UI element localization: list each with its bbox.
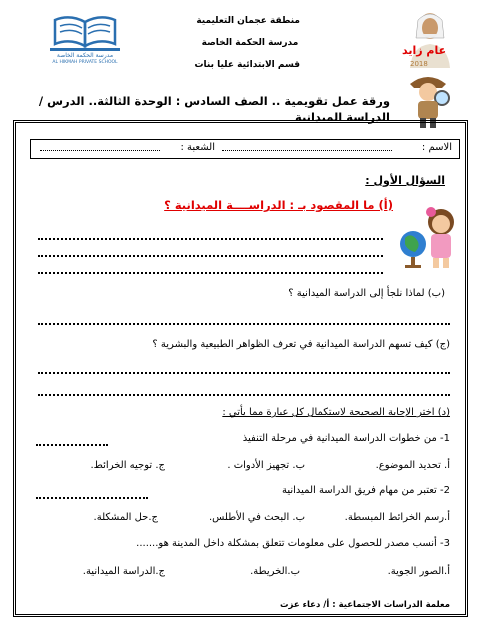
year-of-zayed-emblem xyxy=(400,8,460,72)
answer-line-a2[interactable] xyxy=(38,255,383,257)
answer-line-c2[interactable] xyxy=(38,394,450,396)
header-school: مدرسة الحكمة الخاصة xyxy=(201,38,299,48)
book-logo-icon xyxy=(40,14,130,54)
mcq-3-option-a[interactable]: أ.الصور الجوية. xyxy=(387,566,450,577)
teacher-signature: معلمة الدراسات الاجتماعية : أ/ دعاء عزت xyxy=(280,600,450,610)
emblem-year-text: 2018 xyxy=(410,60,428,68)
name-label: الاسم : xyxy=(421,142,452,153)
zayed-portrait-icon xyxy=(400,8,460,72)
question-1-heading: السؤال الأول : xyxy=(365,174,445,187)
mcq-2-option-b[interactable]: ب. البحث في الأطلس. xyxy=(208,512,305,523)
class-field[interactable] xyxy=(40,150,160,151)
name-field[interactable] xyxy=(222,150,392,151)
question-c: (ج) كيف تسهم الدراسة الميدانية في تعرف الظواهر الطبيعية والبشرية ؟ xyxy=(152,339,450,350)
answer-line-c1[interactable] xyxy=(38,372,450,374)
answer-line-a1[interactable] xyxy=(38,238,383,240)
answer-line-b1[interactable] xyxy=(38,323,450,325)
mcq-1-stem: 1- من خطوات الدراسة الميدانية في مرحلة التنفيذ xyxy=(242,433,450,444)
question-d: (د) اختر الإجابة الصحيحة لاستكمال كل عبارة مما يأتي : xyxy=(222,407,450,418)
mcq-1-blank[interactable] xyxy=(36,444,108,446)
answer-line-a3[interactable] xyxy=(38,272,383,274)
mcq-3-stem: 3- أنسب مصدر للحصول على معلومات تتعلق بمشكلة داخل المدينة هو....... xyxy=(136,538,450,549)
mcq-2-stem: 2- تعتبر من مهام فريق الدراسة الميدانية xyxy=(281,485,450,496)
logo-english-text: AL HIKMAH PRIVATE SCHOOL xyxy=(52,60,118,65)
mcq-3-option-b[interactable]: ب.الخريطة. xyxy=(250,566,300,577)
worksheet-title: ورقة عمل تقويمية .. الصف السادس : الوحدة الثالثة.. الدرس / xyxy=(38,94,390,108)
mcq-2-option-c[interactable]: ج.حل المشكلة. xyxy=(93,512,158,523)
class-label: الشعبة : xyxy=(180,142,215,153)
mcq-2-option-a[interactable]: أ.رسم الخرائط المبسطة. xyxy=(344,512,450,523)
mcq-1-option-a[interactable]: أ. تحديد الموضوع. xyxy=(375,460,450,471)
school-logo xyxy=(40,14,130,66)
question-a: (أ) ما المقصود بـ : الدراســــة الميدانية ؟ xyxy=(164,198,393,212)
question-b: (ب) لماذا نلجأ إلى الدراسة الميدانية ؟ xyxy=(288,288,445,299)
header-zone: منطقة عجمان التعليمية xyxy=(196,16,300,26)
mcq-2-blank[interactable] xyxy=(36,497,148,499)
mcq-1-option-c[interactable]: ج. توجيه الخرائط. xyxy=(90,460,165,471)
girl-with-globe-image xyxy=(395,200,463,272)
header-section: قسم الابتدائية عليا بنات xyxy=(194,60,300,70)
emblem-zayed-text: عام زايد xyxy=(402,44,447,57)
logo-arabic-text: مدرسة الحكمة الخاصة xyxy=(56,52,114,59)
mcq-1-option-b[interactable]: ب. تجهيز الأدوات . xyxy=(227,460,305,471)
mcq-3-option-c[interactable]: ج.الدراسة الميدانية. xyxy=(82,566,165,577)
lesson-title: الدراسة الميدانية xyxy=(295,110,390,124)
